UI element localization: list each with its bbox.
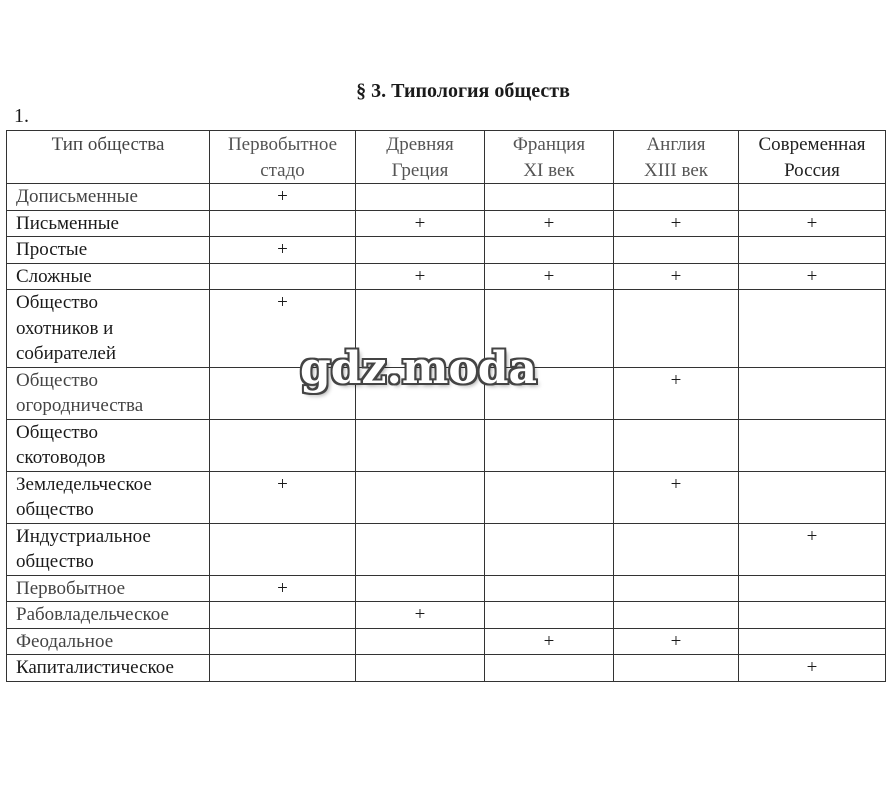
mark-cell: [210, 628, 356, 655]
row-label-line: Индустриальное: [16, 525, 151, 547]
mark-cell: [614, 523, 739, 575]
mark-cell: [356, 184, 485, 211]
mark-cell: +: [210, 184, 356, 211]
mark-cell: +: [614, 263, 739, 290]
mark-cell: [739, 290, 886, 368]
watermark-logo: gdz.moda: [300, 343, 538, 394]
mark-cell: +: [485, 263, 614, 290]
table-row: [7, 628, 886, 655]
header-line: XI век: [523, 159, 575, 181]
row-label: [7, 471, 210, 523]
row-label: [7, 575, 210, 602]
mark-cell: [485, 290, 614, 368]
mark-cell: [485, 471, 614, 523]
mark-cell: +: [356, 210, 485, 237]
mark-cell: +: [614, 210, 739, 237]
mark-cell: +: [210, 471, 356, 523]
mark-cell: [356, 655, 485, 682]
mark-cell: +: [356, 602, 485, 629]
header-modern-russia: [739, 131, 886, 184]
mark-cell: [356, 628, 485, 655]
header-england-xiii: [614, 131, 739, 184]
mark-cell: [739, 367, 886, 419]
mark-cell: +: [739, 655, 886, 682]
row-label: [7, 628, 210, 655]
mark-cell: [739, 575, 886, 602]
mark-cell: [356, 237, 485, 264]
row-label-line: Рабовладельческое: [16, 604, 169, 625]
mark-cell: [210, 263, 356, 290]
row-label-line: Земледельческое: [16, 473, 152, 495]
table-row: [7, 290, 886, 368]
row-label-line: общество: [16, 499, 94, 520]
table-header-row: [7, 131, 886, 184]
mark-cell: [614, 575, 739, 602]
row-label: [7, 367, 210, 419]
row-label-line: Общество: [16, 421, 99, 443]
mark-cell: +: [739, 263, 886, 290]
task-number: 1.: [14, 105, 29, 127]
header-line: Современная: [758, 134, 866, 155]
mark-cell: [485, 602, 614, 629]
mark-cell: [210, 367, 356, 419]
row-label-line: Дописьменные: [16, 186, 138, 207]
mark-cell: +: [739, 523, 886, 575]
header-line: Греция: [391, 159, 449, 181]
mark-cell: [210, 419, 356, 471]
mark-cell: +: [210, 237, 356, 264]
row-label: [7, 523, 210, 575]
row-label: [7, 210, 210, 237]
header-line: стадо: [260, 159, 305, 181]
header-line: Англия: [646, 134, 706, 155]
header-ancient-greece: [356, 131, 485, 184]
mark-cell: +: [614, 471, 739, 523]
table-row: [7, 367, 886, 419]
row-label-line: охотников и: [16, 317, 114, 339]
mark-cell: +: [614, 367, 739, 419]
table-row: [7, 263, 886, 290]
mark-cell: [739, 602, 886, 629]
header-society-type-line: Тип общества: [51, 134, 165, 155]
table-row: [7, 210, 886, 237]
mark-cell: +: [356, 263, 485, 290]
mark-cell: [485, 523, 614, 575]
mark-cell: [485, 237, 614, 264]
row-label: [7, 602, 210, 629]
mark-cell: +: [210, 575, 356, 602]
row-label-line: Простые: [16, 239, 88, 260]
row-label-line: скотоводов: [16, 447, 106, 468]
mark-cell: [356, 367, 485, 419]
row-label: [7, 290, 210, 368]
typology-table: [6, 130, 886, 682]
mark-cell: [485, 367, 614, 419]
row-label-line: Первобытное: [16, 577, 126, 599]
row-label-line: огородничества: [16, 395, 144, 416]
table-row: [7, 419, 886, 471]
row-label-line: Сложные: [16, 265, 92, 287]
table-row: [7, 602, 886, 629]
page-title: § 3. Типология обществ: [356, 80, 570, 102]
mark-cell: [485, 575, 614, 602]
header-primitive-herd: [210, 131, 356, 184]
mark-cell: [614, 290, 739, 368]
mark-cell: +: [739, 210, 886, 237]
mark-cell: [356, 575, 485, 602]
mark-cell: [614, 602, 739, 629]
header-line: Россия: [784, 159, 840, 181]
header-line: XIII век: [644, 159, 708, 181]
mark-cell: [739, 471, 886, 523]
row-label-line: Общество: [16, 292, 99, 313]
mark-cell: [739, 419, 886, 471]
table-row: [7, 471, 886, 523]
header-france-xi: [485, 131, 614, 184]
mark-cell: [614, 237, 739, 264]
row-label: [7, 237, 210, 264]
row-label: [7, 419, 210, 471]
mark-cell: [210, 523, 356, 575]
row-label-line: общество: [16, 551, 94, 572]
row-label-line: Капиталистическое: [16, 657, 174, 678]
table-row: [7, 575, 886, 602]
mark-cell: [356, 471, 485, 523]
header-line: Первобытное: [227, 134, 338, 155]
mark-cell: +: [485, 210, 614, 237]
mark-cell: [614, 655, 739, 682]
mark-cell: [356, 523, 485, 575]
mark-cell: [739, 628, 886, 655]
mark-cell: [210, 655, 356, 682]
mark-cell: [356, 290, 485, 368]
row-label: [7, 263, 210, 290]
mark-cell: +: [210, 290, 356, 368]
table-row: [7, 184, 886, 211]
row-label-line: Письменные: [16, 212, 119, 234]
table-row: [7, 237, 886, 264]
row-label: [7, 184, 210, 211]
mark-cell: [739, 184, 886, 211]
mark-cell: [485, 419, 614, 471]
mark-cell: [210, 210, 356, 237]
mark-cell: [356, 419, 485, 471]
mark-cell: [485, 184, 614, 211]
mark-cell: [614, 419, 739, 471]
table-row: [7, 523, 886, 575]
mark-cell: [614, 184, 739, 211]
mark-cell: [485, 655, 614, 682]
row-label-line: собирателей: [16, 343, 117, 364]
row-label-line: Феодальное: [16, 630, 114, 652]
mark-cell: +: [614, 628, 739, 655]
mark-cell: [739, 237, 886, 264]
table-row: [7, 655, 886, 682]
row-label: [7, 655, 210, 682]
mark-cell: +: [485, 628, 614, 655]
header-society-type: [7, 131, 210, 184]
header-line: Франция: [512, 134, 586, 155]
header-line: Древняя: [386, 134, 454, 155]
row-label-line: Общество: [16, 369, 99, 391]
mark-cell: [210, 602, 356, 629]
